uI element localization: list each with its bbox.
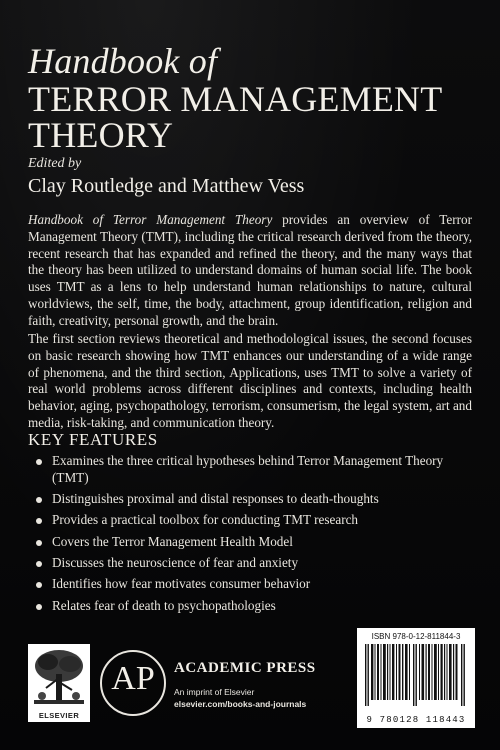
key-features-list: [36, 453, 476, 619]
elsevier-tree-logo: [28, 644, 90, 722]
feature-text: Identifies how fear motivates consumer behavior: [52, 576, 311, 592]
list-item: [36, 598, 476, 615]
bullet-icon: [36, 582, 42, 588]
elsevier-logo-text: ELSEVIER: [38, 711, 80, 720]
bullet-icon: [36, 497, 42, 503]
list-item: [36, 576, 476, 593]
barcode-icon: [363, 644, 469, 706]
title-line-terror-management: TERROR MANAGEMENT: [28, 79, 443, 119]
bullet-icon: [36, 604, 42, 610]
publisher-url: elsevier.com/books-and-journals: [174, 699, 307, 709]
list-item: [36, 491, 476, 508]
title-line-theory: THEORY: [28, 115, 174, 155]
bullet-icon: [36, 561, 42, 567]
feature-text: Discusses the neuroscience of fear and anxiety: [52, 554, 299, 570]
academic-press-logo: [100, 650, 166, 716]
list-item: [36, 512, 476, 529]
title-line-handbook: Handbook of: [28, 41, 218, 81]
isbn-number: ISBN 978-0-12-811844-3: [371, 632, 461, 641]
barcode-digits: 9 780128 118443: [366, 715, 466, 725]
list-item: [36, 534, 476, 551]
description-paragraph-1-text: provides an overview of Terror Management Theory (TMT), including the critical research derived from the theory, recent research that has expanded and refined the theory, and the many ways that the theory has been utilized to understand domains of human social life. The book uses TMT as a lens to help understand human relationships to nature, cultural worldviews, the self, time, the body, attachment, group identification, religion and faith, creativity, personal growth, and the brain.: [28, 212, 472, 328]
edited-by-label: Edited by: [28, 156, 82, 171]
publisher-info: [174, 660, 344, 709]
feature-text: Distinguishes proximal and distal responses to death-thoughts: [52, 491, 379, 507]
publisher-name: ACADEMIC PRESS: [174, 660, 316, 676]
book-title: [28, 41, 468, 155]
publisher-imprint: An imprint of Elsevier: [174, 687, 255, 697]
feature-text: Examines the three critical hypotheses behind Terror Management Theory (TMT): [52, 453, 444, 485]
description-paragraph-2: The first section reviews theoretical and methodological issues, the second focuses on basic research showing how TMT enhances our understanding of a wide range of phenomena, and the third section, Applications, uses TMT to solve a variety of real world problems across different disciplines and contexts, including health behavior, aging, psychopathology, terrorism, consumerism, the legal system, art and media, risk-taking, and communication theory.: [28, 331, 472, 430]
bullet-icon: [36, 540, 42, 546]
isbn-barcode: [357, 628, 475, 728]
key-features-heading: KEY FEATURES: [28, 430, 158, 449]
description-paragraph-1: [28, 212, 472, 330]
feature-text: Relates fear of death to psychopathologies: [52, 597, 276, 613]
list-item: [36, 555, 476, 572]
bullet-icon: [36, 518, 42, 524]
tree-icon: [28, 644, 90, 710]
ap-monogram: AP: [111, 660, 155, 697]
feature-text: Provides a practical toolbox for conducting TMT research: [52, 512, 359, 528]
feature-text: Covers the Terror Management Health Model: [52, 533, 293, 549]
bullet-icon: [36, 459, 42, 465]
editors-names: Clay Routledge and Matthew Vess: [28, 175, 305, 197]
list-item: [36, 453, 476, 487]
description-book-title: Handbook of Terror Management Theory: [28, 212, 273, 227]
